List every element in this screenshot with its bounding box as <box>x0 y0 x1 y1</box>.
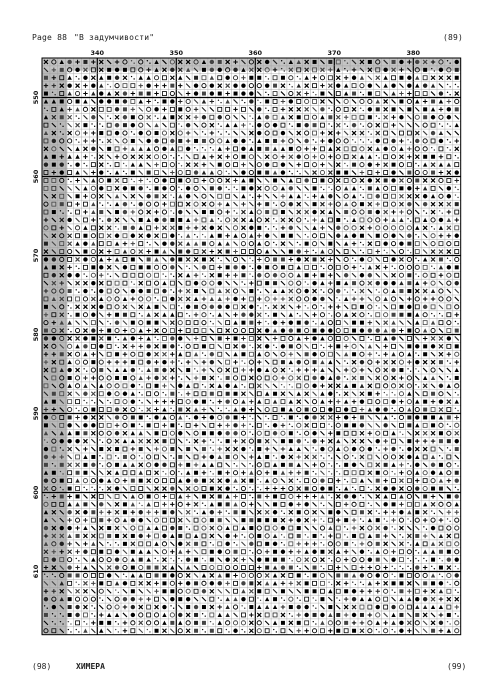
row-number: 600 <box>32 485 40 500</box>
page-reference: (89) <box>443 33 464 42</box>
symbol-cells <box>44 60 459 633</box>
footer-right-ref: (99) <box>447 662 467 671</box>
column-number: 370 <box>327 49 342 57</box>
pattern-title: "В задумчивости" <box>74 33 155 42</box>
grid-lines <box>42 58 461 635</box>
column-number: 360 <box>248 49 263 57</box>
row-number: 560 <box>32 169 40 184</box>
column-number: 380 <box>406 49 421 57</box>
row-number: 550 <box>32 90 40 105</box>
page-label: Page 88 <box>32 33 68 42</box>
row-number: 590 <box>32 406 40 421</box>
footer-center-text: ХИМЕРА <box>76 662 105 671</box>
column-number: 340 <box>90 49 105 57</box>
shaded-margin <box>42 58 461 635</box>
footer-left-ref: (98) <box>32 662 52 671</box>
row-number: 610 <box>32 564 40 579</box>
column-number: 350 <box>169 49 184 57</box>
row-number: 570 <box>32 248 40 263</box>
row-number: 580 <box>32 327 40 342</box>
